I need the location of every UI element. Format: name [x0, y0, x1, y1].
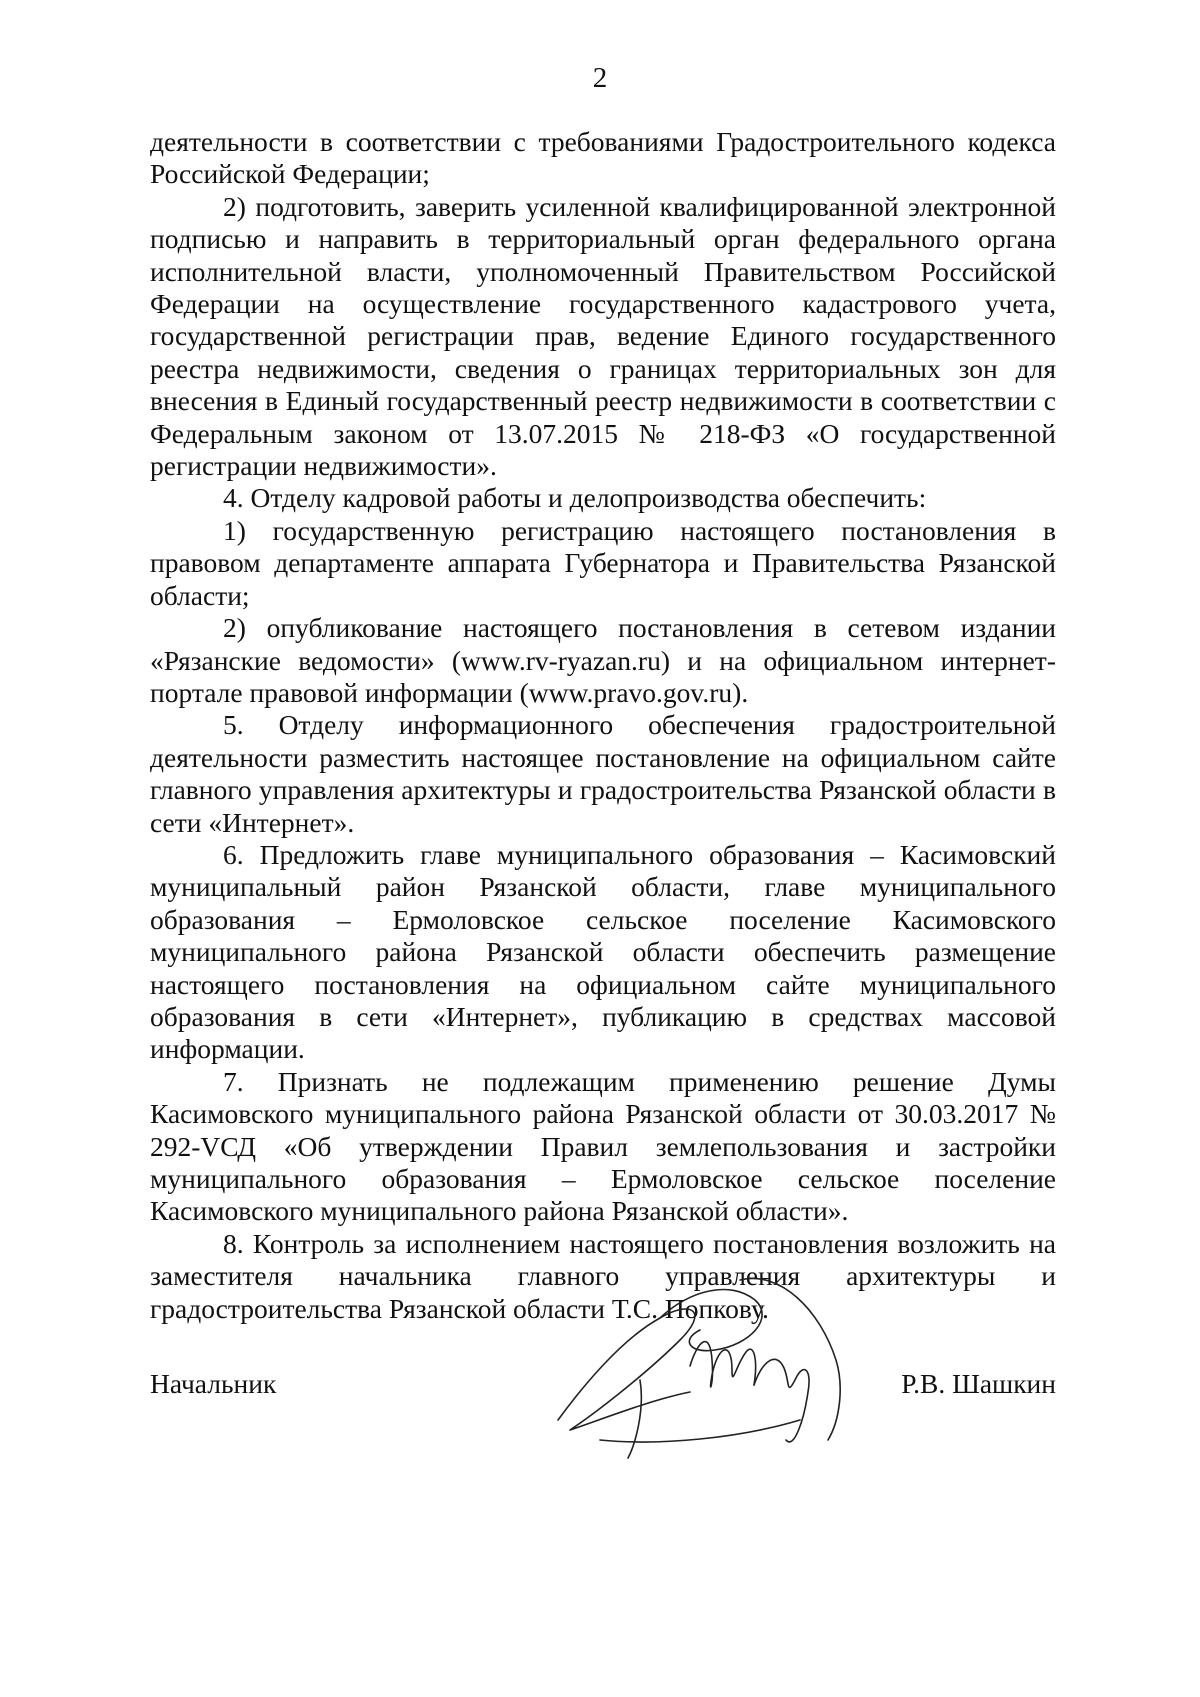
paragraph-clause-4: 4. Отделу кадровой работы и делопроизводства обеспечить: [223, 482, 927, 514]
paragraph-clause-8: 8. Контроль за исполнением настоящего постановления возложить на заместителя начальника главного управления архитектуры и градостроительства Рязанской области Т.С. Попкову. [150, 1227, 1056, 1324]
signatory-title: Начальник [150, 1368, 277, 1399]
paragraph-clause-6: 6. Предложить главе муниципального образования – Касимовский муниципальный район Рязанской области, главе муниципального образования – Ермоловское сельское поселение Касимовского муниципального района Рязанской области обеспечить размещение настоящего постановления на официальном сайте муниципального образования в сети «Интернет», публикацию в средствах массовой информации. [150, 838, 1056, 1065]
document-body [150, 126, 1056, 1325]
page-number: 2 [592, 62, 608, 94]
signatory-name: Р.В. Шашкин [901, 1368, 1056, 1399]
paragraph-clause-4-item-1: 1) государственную регистрацию настоящего постановления в правовом департаменте аппарата Губернатора и Правительства Рязанской области; [150, 514, 1056, 611]
paragraph-item-2: 2) подготовить, заверить усиленной квалифицированной электронной подписью и направить в территориальный орган федерального органа исполнительной власти, уполномоченный Правительством Российской Федерации на осуществление государственного кадастрового учета, государственной регистрации прав, ведение Единого государственного реестра недвижимости, сведения о границах территориальных зон для внесения в Единый государственный реестр недвижимости в соответствии с Федеральным законом от 13.07.2015 № 218-ФЗ «О государственной регистрации недвижимости». [150, 190, 1056, 482]
paragraph-continuation: деятельности в соответствии с требованиями Градостроительного кодекса Российской Федерации; [150, 126, 1056, 190]
paragraph-clause-5: 5. Отделу информационного обеспечения градостроительной деятельности разместить настоящее постановление на официальном сайте главного управления архитектуры и градостроительства Рязанской области в сети «Интернет». [150, 709, 1056, 838]
paragraph-clause-7: 7. Признать не подлежащим применению решение Думы Касимовского муниципального района Рязанской области от 30.03.2017 № 292-VСД «Об утверждении Правил землепользования и застройки муниципального образования – Ермоловское сельское поселение Касимовского муниципального района Рязанской области». [150, 1065, 1056, 1227]
paragraph-clause-4-item-2: 2) опубликование настоящего постановления в сетевом издании «Рязанские ведомости» (www.rv-ryazan.ru) и на официальном интернет-портале правовой информации (www.pravo.gov.ru). [150, 612, 1056, 708]
